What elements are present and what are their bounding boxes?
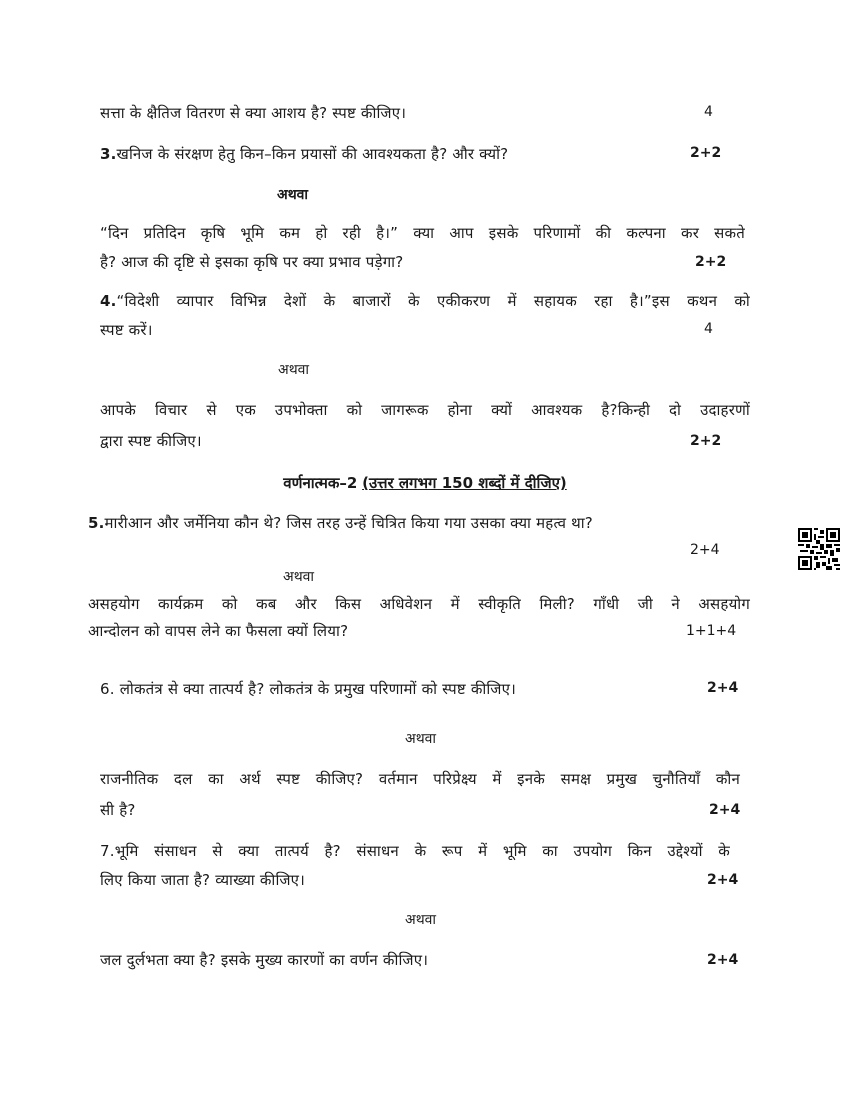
q4-line1: “विदेशी व्यापार विभिन्न देशों के बाजारों के एकीकरण में सहायक रहा है।”इस कथन को [116,292,750,310]
q3-marks: 2+2 [690,145,722,161]
q7-marks: 2+4 [707,872,739,888]
q4-number: 4. [100,292,117,310]
q3-text: खनिज के संरक्षण हेतु किन–किन प्रयासों की आवश्यकता है? और क्यों? [116,145,509,163]
q5-or: अथवा [283,569,315,585]
section-heading [0,473,850,493]
q6-alt-line2: सी है? [100,801,136,819]
q3-alt-line1: “दिन प्रतिदिन कृषि भूमि कम हो रही है।” क्या आप इसके परिणामों की कल्पना कर सकते [100,224,745,242]
q4-question-line1 [100,291,750,311]
q6-alt-line1: राजनीतिक दल का अर्थ स्पष्ट कीजिए? वर्तमान परिप्रेक्ष्य में इनके समक्ष प्रमुख चुनौतियाँ कौन [100,770,740,788]
q7-line2: लिए किया जाता है? व्याख्या कीजिए। [100,871,306,889]
q4-alt-marks: 2+2 [690,433,722,449]
q6-text: लोकतंत्र से क्या तात्पर्य है? लोकतंत्र के प्रमुख परिणामों को स्पष्ट कीजिए। [119,680,517,698]
q5-alt-marks: 1+1+4 [686,623,737,639]
q7-alt-marks: 2+4 [707,952,739,968]
q6-marks: 2+4 [707,680,739,696]
q3-alt-line2: है? आज की दृष्टि से इसका कृषि पर क्या प्रभाव पड़ेगा? [100,253,404,271]
q5-text: मारीआन और जर्मेनिया कौन थे? जिस तरह उन्हें चित्रित किया गया उसका क्या महत्व था? [104,514,593,532]
q7-question-line1 [100,841,730,861]
q6-alt-marks: 2+4 [709,802,741,818]
q4-alt-line2: द्वारा स्पष्ट कीजिए। [100,432,202,450]
section-title: वर्णनात्मक–2 [283,474,358,492]
q7-line1: भूमि संसाधन से क्या तात्पर्य है? संसाधन के रूप में भूमि का उपयोग किन उद्देश्यों के [114,842,730,860]
q5-question [88,513,593,533]
q6-or: अथवा [405,731,437,747]
q4-or: अथवा [278,362,310,378]
q7-alt-line1: जल दुर्लभता क्या है? इसके मुख्य कारणों का वर्णन कीजिए। [100,951,429,969]
q7-number: 7. [100,842,115,860]
q2-tail-marks: 4 [704,104,713,120]
q4-alt-line1: आपके विचार से एक उपभोक्ता को जागरूक होना क्यों आवश्यक है?किन्ही दो उदाहरणों [100,401,750,419]
q3-number: 3. [100,145,117,163]
q6-question [100,679,516,699]
q3-question [100,144,508,164]
q7-or: अथवा [405,912,437,928]
q3-or: अथवा [277,187,309,203]
q4-line2: स्पष्ट करें। [100,321,153,339]
qr-code-icon [798,528,840,570]
q3-alt-marks: 2+2 [695,254,727,270]
q2-tail-text: सत्ता के क्षैतिज वितरण से क्या आशय है? स्पष्ट कीजिए। [100,104,407,122]
q5-marks: 2+4 [690,542,720,558]
q5-number: 5. [88,514,105,532]
q6-number: 6. [100,680,115,698]
section-instruction: (उत्तर लगभग 150 शब्दों में दीजिए) [362,474,567,492]
q4-marks: 4 [704,321,713,337]
q5-alt-line1: असहयोग कार्यक्रम को कब और किस अधिवेशन में स्वीकृति मिली? गाँधी जी ने असहयोग [88,595,750,613]
q5-alt-line2: आन्दोलन को वापस लेने का फैसला क्यों लिया? [88,622,349,640]
